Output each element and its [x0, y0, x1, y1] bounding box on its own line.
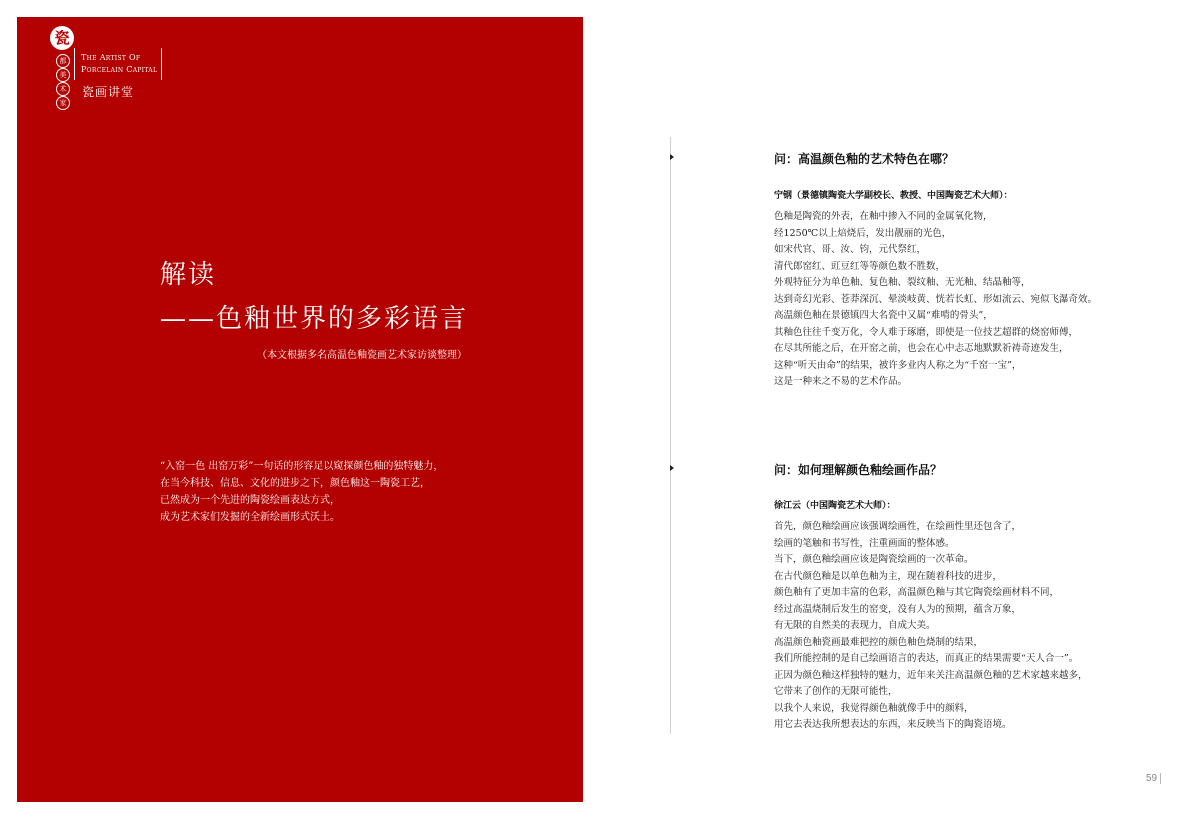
- question-1: 问：高温颜色釉的艺术特色在哪？: [774, 152, 955, 166]
- intro-line: 已然成为一个先进的陶瓷绘画表达方式，: [160, 495, 340, 506]
- answer-line: 首先，颜色釉绘画应该强调绘画性，在绘画性里还包含了，: [774, 521, 1022, 532]
- answer-line: 高温颜色釉在景德镇四大名瓷中又属“难啃的骨头”，: [774, 310, 993, 321]
- answer-line: 它带来了创作的无限可能性，: [774, 686, 898, 697]
- question-marker-icon: [670, 154, 674, 160]
- answer-line: 外观特征分为单色釉、复色釉、裂纹釉、无光釉、结晶釉等，: [774, 277, 1031, 288]
- article-subtitle: ——色釉世界的多彩语言: [160, 304, 469, 334]
- logo-vertical-char-1: 都: [56, 54, 70, 68]
- intro-line: 在当今科技、信息、文化的进步之下，颜色釉这一陶瓷工艺，: [160, 478, 430, 489]
- question-2: 问：如何理解颜色釉绘画作品？: [774, 463, 943, 477]
- answer-line: 清代郎窑红、豇豆红等等颜色数不胜数，: [774, 260, 946, 272]
- answer-line: 达到奇幻光彩、苍莽深沉、晕淡岐黄、恍若长虹、形如流云、宛似飞瀑奇效。: [774, 293, 1098, 305]
- porcelain-seal-logo: 瓷: [50, 26, 74, 50]
- intro-paragraph: [160, 458, 443, 526]
- answer-line: 用它去表达我所想表达的东西，来反映当下的陶瓷语境。: [774, 719, 1012, 730]
- page-number: 59: [1146, 773, 1161, 784]
- logo-english-line-1: The Artist Of: [81, 53, 141, 62]
- answer-line: 其釉色往往千变万化，令人难于琢磨，即使是一位技艺超群的烧窑师傅，: [774, 326, 1079, 338]
- logo-english-frame: [74, 48, 162, 80]
- red-cover-panel: [17, 17, 583, 802]
- column-divider: [670, 137, 671, 734]
- answer-line: 经过高温烧制后发生的窑变，没有人为的预期，蕴含万象，: [774, 603, 1022, 615]
- answer-line: 正因为颜色釉这样独特的魅力，近年来关注高温颜色釉的艺术家越来越多，: [774, 669, 1088, 681]
- answer-line: 有无限的自然美的表现力，自成大美。: [774, 620, 936, 631]
- answer-line: 在尽其所能之后，在开窑之前，也会在心中忐忑地默默祈祷奇迹发生，: [774, 343, 1069, 354]
- answer-line: 经1250℃以上焙烧后，发出靓丽的光色，: [774, 227, 952, 239]
- answer-line: 这是一种来之不易的艺术作品。: [774, 376, 908, 387]
- answer-line: 绘画的笔触和书写性，注重画面的整体感。: [774, 537, 955, 549]
- answer-line: 以我个人来说，我觉得颜色釉就像手中的颜料，: [774, 702, 974, 714]
- answer-line: 色釉是陶瓷的外表，在釉中掺入不同的金属氧化物，: [774, 211, 993, 222]
- question-marker-icon: [670, 465, 674, 471]
- logo-vertical-char-4: 家: [56, 96, 70, 110]
- answer-line: 如宋代官、哥、汝、钧，元代祭红，: [774, 244, 927, 255]
- logo-english-line-2: Porcelain Capital: [81, 65, 158, 74]
- speaker-2: 徐江云（中国陶瓷艺术大师）：: [774, 501, 896, 511]
- article-title: 解读: [160, 260, 217, 290]
- intro-line: 成为艺术家们发掘的全新绘画形式沃土。: [160, 512, 340, 523]
- article-source-note: （本文根据多名高温色釉瓷画艺术家访谈整理）: [257, 350, 467, 361]
- logo-vertical-char-2: 美: [56, 68, 70, 82]
- answer-line: 我们所能控制的是自己绘画语言的表达，而真正的结果需要“天人合一”。: [774, 653, 1079, 664]
- answer-line: 颜色釉有了更加丰富的色彩，高温颜色釉与其它陶瓷绘画材料不同，: [774, 587, 1060, 598]
- intro-line: “入窑一色 出窑万彩”一句话的形容足以窥探颜色釉的独特魅力，: [160, 461, 444, 472]
- answer-line: 当下，颜色釉绘画应该是陶瓷绘画的一次革命。: [774, 554, 974, 565]
- column-name: 瓷画讲堂: [82, 85, 135, 99]
- speaker-1: 宁钢（景德镇陶瓷大学副校长、教授、中国陶瓷艺术大师）：: [774, 191, 1013, 201]
- answer-line: 这种“听天由命”的结果，被许多业内人称之为“千窑一宝”，: [774, 359, 1022, 371]
- answer-line: 在古代颜色釉是以单色釉为主，现在随着科技的进步，: [774, 570, 1003, 582]
- answer-2: [774, 519, 1088, 734]
- answer-line: 高温颜色釉瓷画最难把控的颜色釉色烧制的结果，: [774, 636, 984, 648]
- answer-1: [774, 209, 1097, 391]
- logo-vertical-char-3: 术: [56, 82, 70, 96]
